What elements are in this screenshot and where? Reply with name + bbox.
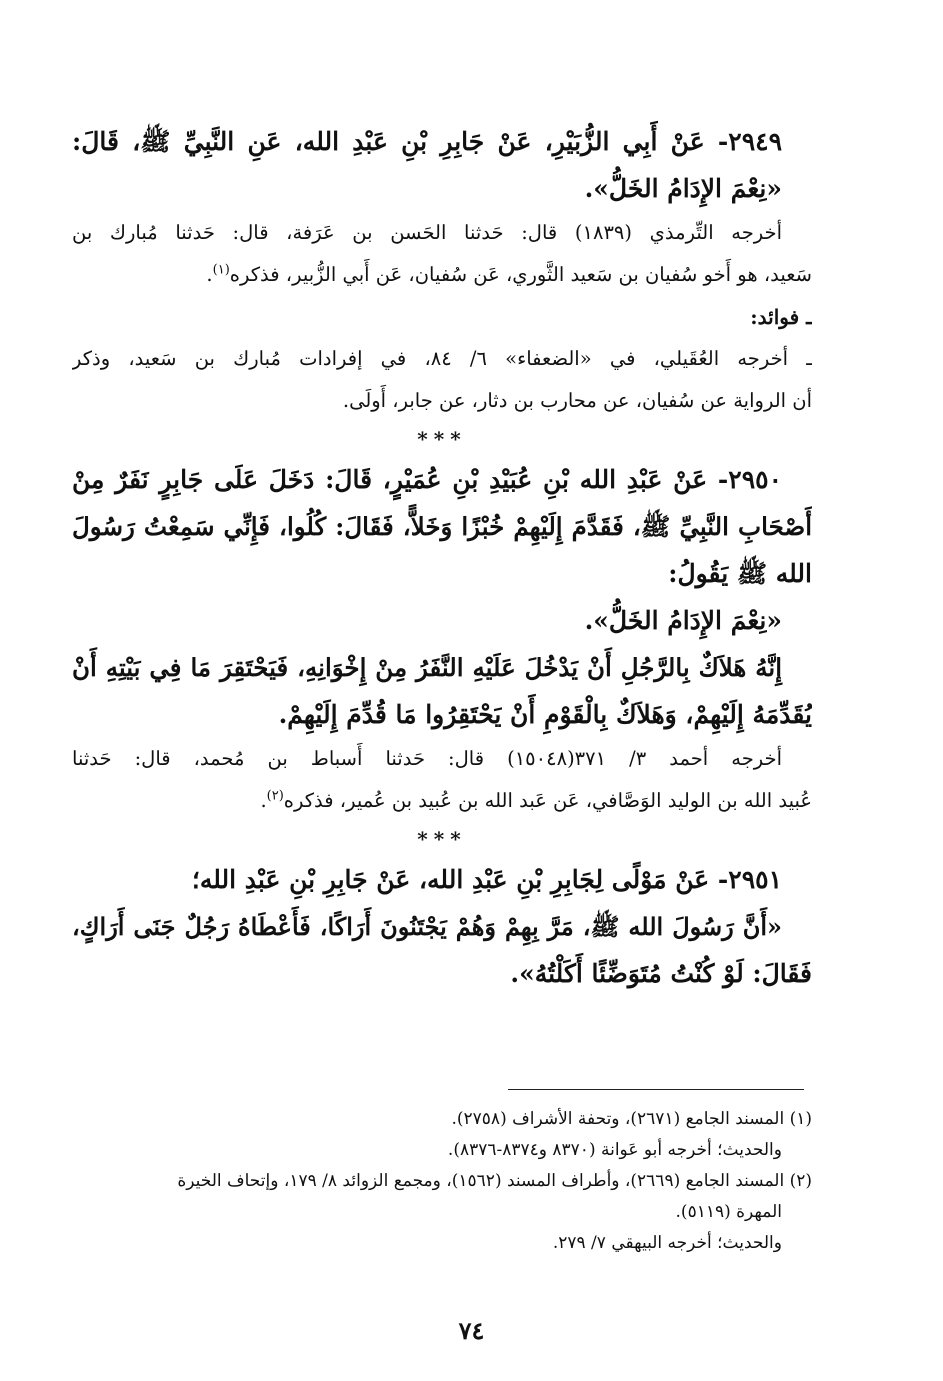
hadith-2949-line-1: ٢٩٤٩- عَنْ أَبِي الزُّبَيْرِ، عَنْ جَابِرِ بْنِ عَبْدِ الله، عَنِ النَّبِيِّ ﷺ، قَالَ: bbox=[72, 127, 782, 156]
main-text bbox=[72, 118, 812, 997]
hadith-2950-line-4: «نِعْمَ الإِدَامُ الخَلُّ». bbox=[584, 606, 782, 635]
hadith-2950-line-2: أَصْحَابِ النَّبِيِّ ﷺ، فَقَدَّمَ إِلَيْهِمْ خُبْزًا وَخَلاًّ، فَقَالَ: كُلُوا، فَإِنِّي سَمِعْتُ رَسُولَ bbox=[72, 512, 812, 541]
footnote-ref-1: (١) bbox=[212, 262, 230, 278]
page-number: ٧٤ bbox=[458, 1316, 485, 1345]
takhrij-2949-line-2 bbox=[72, 254, 812, 296]
footnote-divider bbox=[508, 1089, 804, 1090]
footnote-2-line-3: والحديث؛ أخرجه البيهقي ٧/ ٢٧٩. bbox=[552, 1233, 782, 1253]
footnote-ref-2: (٢) bbox=[266, 788, 284, 804]
hadith-2950-line-1: ٢٩٥٠- عَنْ عَبْدِ الله بْنِ عُبَيْدِ بْنِ عُمَيْرٍ، قَالَ: دَخَلَ عَلَى جَابِرٍ نَفَرٌ مِنْ bbox=[72, 465, 782, 494]
hadith-2951-line-3: فَقَالَ: لَوْ كُنْتُ مُتَوَضِّئًا أَكَلْتُهُ». bbox=[510, 959, 812, 988]
section-separator-1: *** bbox=[417, 427, 467, 451]
footnotes bbox=[72, 1104, 812, 1259]
takhrij-2949-end: . bbox=[206, 263, 213, 286]
section-separator-2: *** bbox=[417, 827, 467, 851]
takhrij-2950-line-2 bbox=[72, 780, 812, 822]
hadith-2951-line-2: «أَنَّ رَسُولَ الله ﷺ، مَرَّ بِهِمْ وَهُمْ يَجْتَنُونَ أَرَاكًا، فَأَعْطَاهُ رَجُلٌ جَنَى أَرَاكٍ، bbox=[72, 912, 782, 941]
hadith-2950-line-6: يُقَدِّمَهُ إِلَيْهِمْ، وَهَلاَكٌ بِالْقَوْمِ أَنْ يَحْتَقِرُوا مَا قُدِّمَ إِلَيْهِمْ. bbox=[278, 700, 812, 729]
hadith-2951-line-1: ٢٩٥١- عَنْ مَوْلًى لِجَابِرِ بْنِ عَبْدِ الله، عَنْ جَابِرِ بْنِ عَبْدِ الله؛ bbox=[191, 865, 782, 894]
footnote-1-line-1: (١) المسند الجامع (٢٦٧١)، وتحفة الأشراف (٢٧٥٨). bbox=[451, 1109, 812, 1129]
takhrij-2950-line-1: أخرجه أحمد ٣/ ٣٧١(١٥٠٤٨) قال: حَدثنا أَسباط بن مُحمد، قال: حَدثنا bbox=[72, 747, 782, 770]
fawaid-line-1: ـ أخرجه العُقَيلي، في «الضعفاء» ٦/ ٨٤، في إفرادات مُبارك بن سَعيد، وذكر bbox=[72, 347, 812, 370]
footnote-2-line-1: (٢) المسند الجامع (٢٦٦٩)، وأطراف المسند (١٥٦٢)، ومجمع الزوائد ٨/ ١٧٩، وإتحاف الخيرة bbox=[177, 1171, 812, 1191]
takhrij-2949-text: سَعيد، هو أَخو سُفيان بن سَعيد الثَّوري، عَن سُفيان، عَن أَبي الزُّبير، فذكره bbox=[229, 263, 812, 286]
takhrij-2949-line-1: أخرجه التِّرمذي (١٨٣٩) قال: حَدثنا الحَسن بن عَرَفة، قال: حَدثنا مُبارك بن bbox=[72, 221, 782, 244]
takhrij-2950-end: . bbox=[260, 789, 267, 812]
hadith-2950-line-3: الله ﷺ يَقُولُ: bbox=[668, 559, 812, 588]
hadith-2950-line-5: إِنَّهُ هَلاَكٌ بِالرَّجُلِ أَنْ يَدْخُلَ عَلَيْهِ النَّفَرُ مِنْ إِخْوَانِهِ، فَيَحْتَقِرَ مَا فِي بَيْتِهِ أَنْ bbox=[72, 653, 782, 682]
fawaid-line-2: أن الرواية عن سُفيان، عن محارب بن دثار، عن جابر، أَولَى. bbox=[342, 389, 812, 412]
hadith-2949-line-2: «نِعْمَ الإِدَامُ الخَلُّ». bbox=[584, 174, 782, 203]
fawaid-heading: ـ فوائد: bbox=[750, 305, 812, 329]
footnote-2-line-2: المهرة (٥١١٩). bbox=[675, 1202, 782, 1222]
footnote-1-line-2: والحديث؛ أخرجه أبو عَوانة (٨٣٧٠ و٨٣٧٤-٨٣٧٦). bbox=[447, 1140, 782, 1160]
takhrij-2950-text: عُبيد الله بن الوليد الوَصَّافي، عَن عَبد الله بن عُبيد بن عُمير، فذكره bbox=[283, 789, 812, 812]
